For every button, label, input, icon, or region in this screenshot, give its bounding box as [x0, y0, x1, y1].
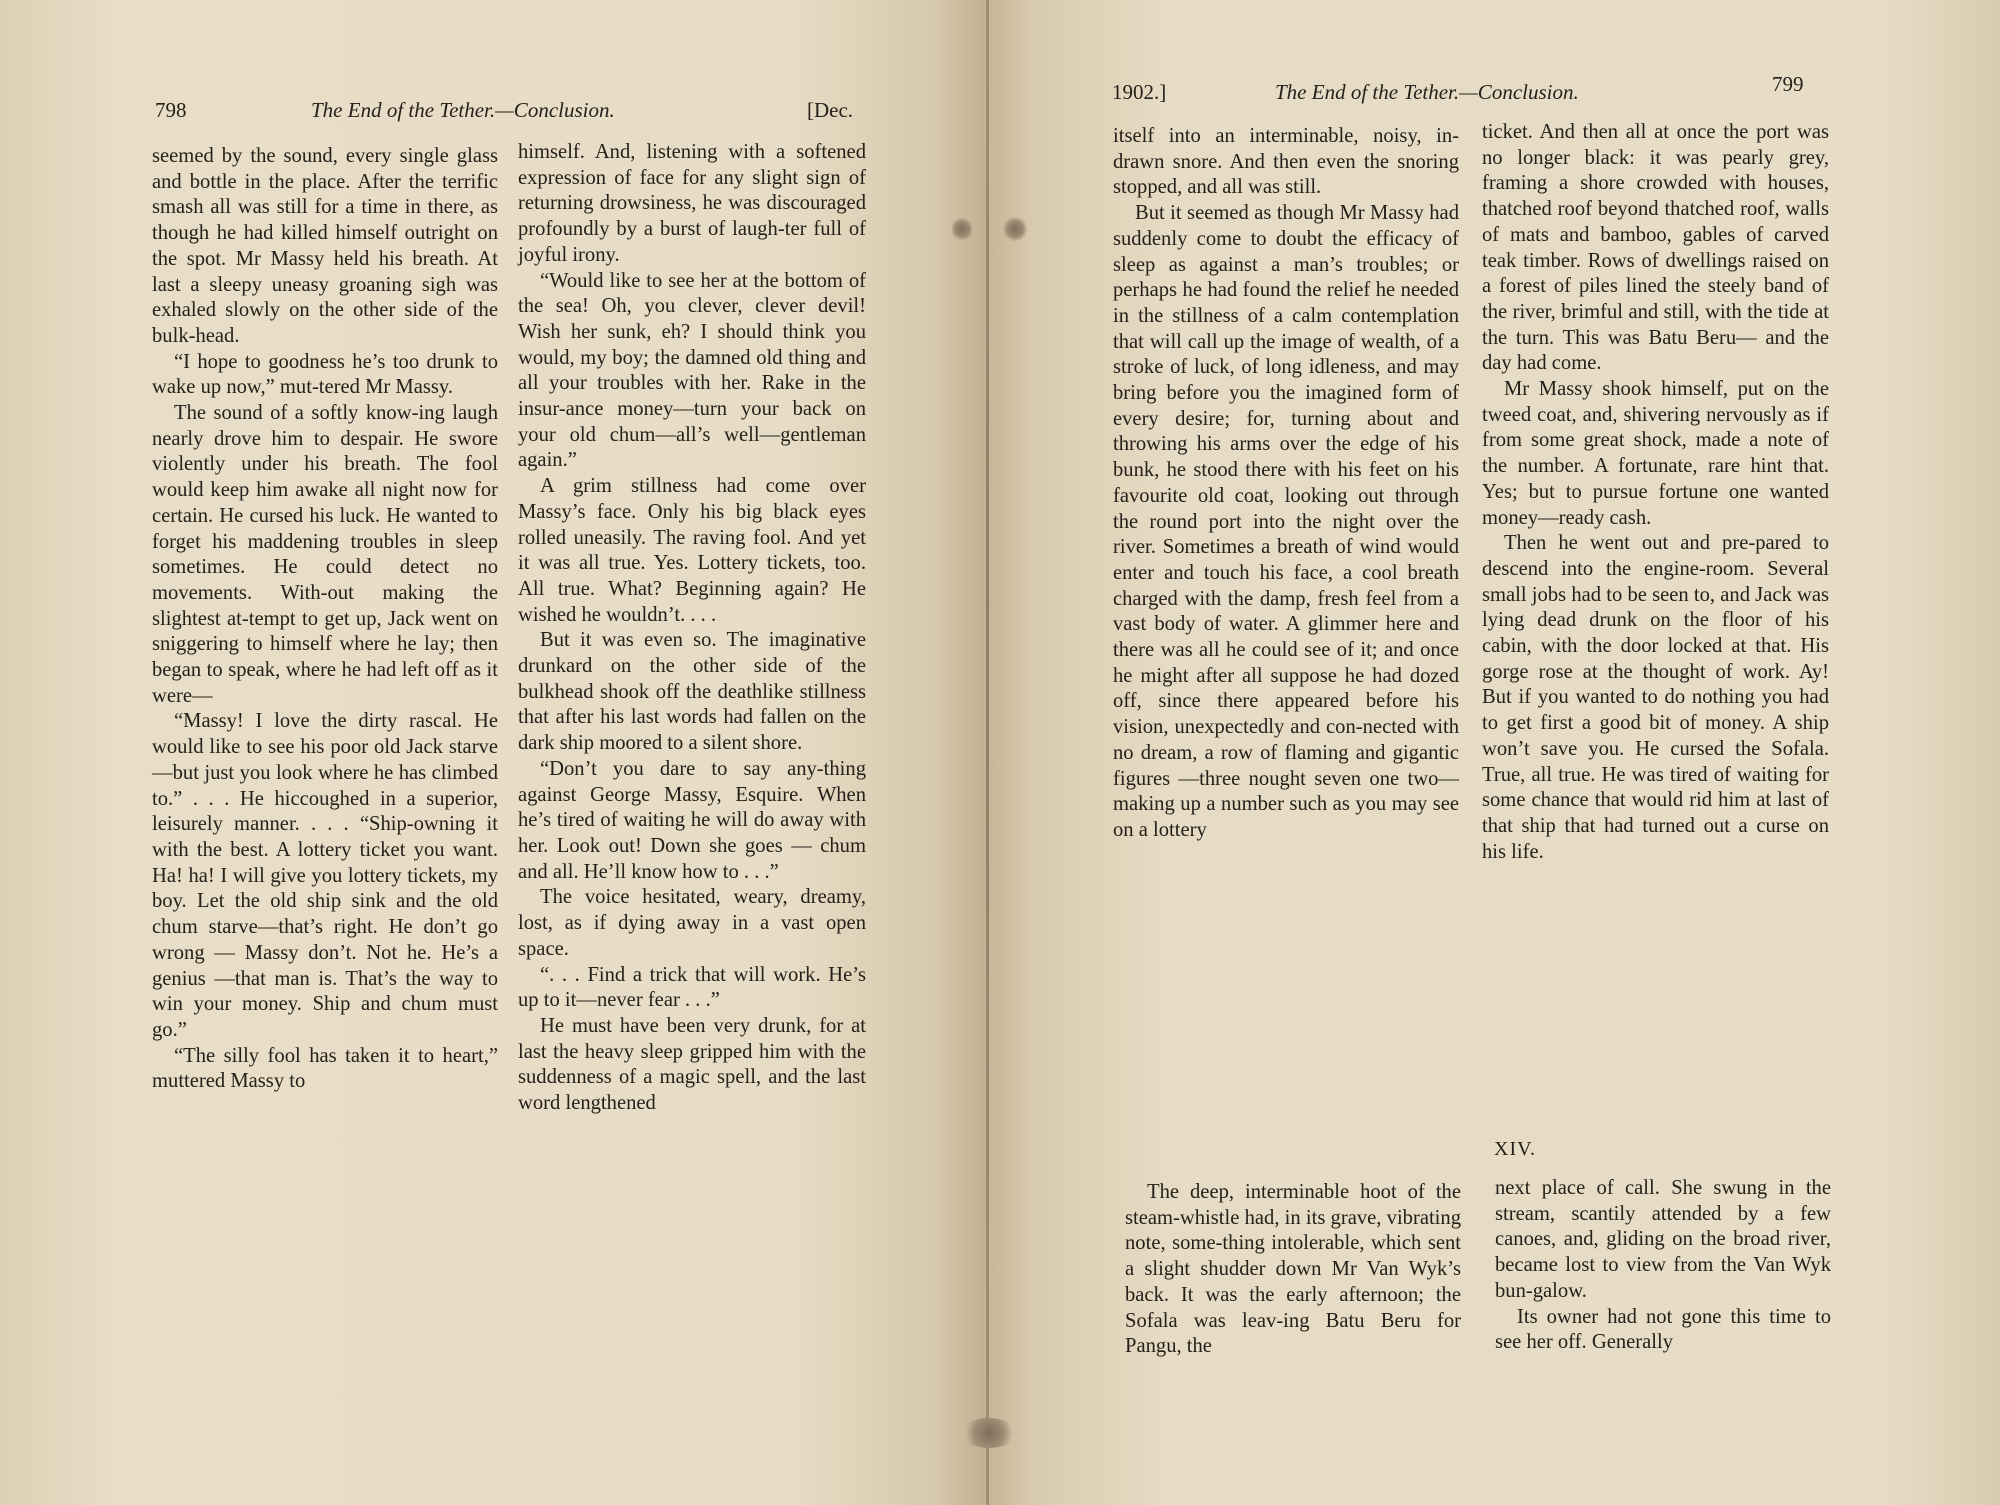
- paragraph: ticket. And then all at once the port was no longer black: it was pearly grey, framing a shore crowded with houses, thatched roof beyond thatched roof, walls of mats and bamboo, gables of carved teak timber. Rows of dwellings raised on a forest of piles lined the steely band of the river, brimful and still, with the tide at the turn. This was Batu Beru— and the day had come.: [1482, 121, 1829, 375]
- paragraph: himself. And, listening with a softened expression of face for any slight sign of returning drowsiness, he was discouraged profoundly by a burst of laugh-ter full of joyful irony.: [518, 141, 866, 266]
- foxing-mark: [960, 1418, 1018, 1448]
- section-number: XIV.: [1494, 1138, 1536, 1160]
- left-running-title: The End of the Tether.—Conclusion.: [311, 98, 615, 122]
- left-page-number: 798: [155, 98, 187, 122]
- paragraph: Then he went out and pre-pared to descend into the engine-room. Several small jobs had to be seen to, and Jack was lying dead drunk on the floor of his cabin, with the door locked at that. His gorge rose at the thought of work. Ay! But if you wanted to do nothing you had to get first a good bit of money. A ship won’t save you. He cursed the Sofala. True, all true. He was tired of waiting for some chance that would rid him at last of that ship that had turned out a curse on his life.: [1482, 532, 1829, 863]
- paragraph: But it was even so. The imaginative drunkard on the other side of the bulkhead shook off the deathlike stillness that after his last words had fallen on the dark ship moored to a silent shore.: [518, 629, 866, 755]
- paragraph: “. . . Find a trick that will work. He’s up to it—never fear . . .”: [518, 963, 866, 1012]
- foxing-mark: [952, 216, 972, 242]
- paragraph: But it seemed as though Mr Massy had suddenly come to doubt the efficacy of sleep as against a man’s troubles; or perhaps he had found the relief he needed in the stillness of a calm contemplation that will call up the image of wealth, of a stroke of luck, of long idleness, and may bring before you the imagined form of every desire; for, turning about and throwing his arms over the edge of his bunk, he stood there with his feet on his favourite old coat, looking out through the round port into the night over the river. Sometimes a breath of wind would enter and touch his face, a cool breath charged with the damp, fresh feel from a vast body of water. A glimmer here and there was all he could see of it; and once he might after all suppose he had dozed off, since there appeared before his vision, unexpectedly and con-nected with no dream, a row of flaming and gigantic figures —three nought seven one two— making up a number such as you may see on a lottery: [1113, 202, 1459, 841]
- right-page-number: 799: [1772, 72, 1804, 96]
- paragraph: “Don’t you dare to say any-thing against George Massy, Esquire. When he’s tired of waiting he will do away with her. Look out! Down she goes — chum and all. He’ll know how to . . .”: [518, 757, 866, 883]
- section-column-1: [1125, 1180, 1461, 1360]
- paragraph: “I hope to goodness he’s too drunk to wake up now,” mut-tered Mr Massy.: [152, 350, 498, 399]
- paragraph: He must have been very drunk, for at last the heavy sleep gripped him with the suddenness of a magic spell, and the last word lengthened: [518, 1014, 866, 1115]
- left-column-2: [518, 140, 866, 1117]
- foxing-mark: [1003, 216, 1027, 242]
- paragraph: Its owner had not gone this time to see her off. Generally: [1495, 1305, 1831, 1354]
- right-running-title: The End of the Tether.—Conclusion.: [1275, 80, 1579, 104]
- paragraph: “Massy! I love the dirty rascal. He would like to see his poor old Jack starve—but just you look where he has climbed to.” . . . He hiccoughed in a superior, leisurely manner. . . . “Ship-owning it with the best. A lottery ticket you want. Ha! ha! I will give you lottery tickets, my boy. Let the old ship sink and the old chum starve—that’s right. He don’t go wrong — Massy don’t. Not he. He’s a genius —that man is. That’s the way to win your money. Ship and chum must go.”: [152, 710, 498, 1041]
- paragraph: A grim stillness had come over Massy’s face. Only his big black eyes rolled uneasily. The raving fool. And yet it was all true. Yes. Lottery tickets, too. All true. What? Beginning again? He wished he wouldn’t. . . .: [518, 475, 866, 626]
- left-page: [0, 0, 985, 1505]
- right-column-1: [1113, 124, 1459, 844]
- right-date-label: 1902.]: [1112, 80, 1167, 104]
- paragraph: next place of call. She swung in the stream, scantily attended by a few canoes, and, gliding on the broad river, became lost to view from the Van Wyk bun-galow.: [1495, 1177, 1831, 1302]
- paragraph: The voice hesitated, weary, dreamy, lost, as if dying away in a vast open space.: [518, 886, 866, 960]
- paragraph: The deep, interminable hoot of the steam-whistle had, in its grave, vibrating note, some-thing intolerable, which sent a slight shudder down Mr Van Wyk’s back. It was the early afternoon; the Sofala was leav-ing Batu Beru for Pangu, the: [1125, 1181, 1461, 1358]
- spine-fold: [986, 0, 989, 1505]
- right-column-2: [1482, 120, 1829, 865]
- section-column-2: [1495, 1176, 1831, 1356]
- left-column-1: [152, 144, 498, 1095]
- paragraph: The sound of a softly know-ing laugh nearly drove him to despair. He swore violently under his breath. The fool would keep him awake all night now for certain. He cursed his luck. He wanted to forget his maddening troubles in sleep sometimes. He could detect no movements. With-out making the slightest at-tempt to get up, Jack went on sniggering to himself where he lay; then began to speak, where he had left off as it were—: [152, 402, 498, 707]
- left-date-label: [Dec.: [807, 98, 854, 122]
- paragraph: “Would like to see her at the bottom of the sea! Oh, you clever, clever devil! Wish her sunk, eh? I should think you would, my boy; the damned old thing and all your troubles with her. Rake in the insur-ance money—turn your back on your old chum—all’s well—gentleman again.”: [518, 269, 866, 472]
- paragraph: itself into an interminable, noisy, in-drawn snore. And then even the snoring stopped, and all was still.: [1113, 125, 1459, 199]
- paragraph: “The silly fool has taken it to heart,” muttered Massy to: [152, 1044, 498, 1093]
- paragraph: Mr Massy shook himself, put on the tweed coat, and, shivering nervously as if from some great shock, made a note of the number. A fortunate, rare hint that. Yes; but to pursue fortune one wanted money—ready cash.: [1482, 378, 1829, 529]
- paragraph: seemed by the sound, every single glass and bottle in the place. After the terrific smash all was still for a time in there, as though he had killed himself outright on the spot. Mr Massy held his breath. At last a sleepy uneasy groaning sigh was exhaled slowly on the other side of the bulk-head.: [152, 145, 498, 347]
- right-page: [985, 0, 2000, 1505]
